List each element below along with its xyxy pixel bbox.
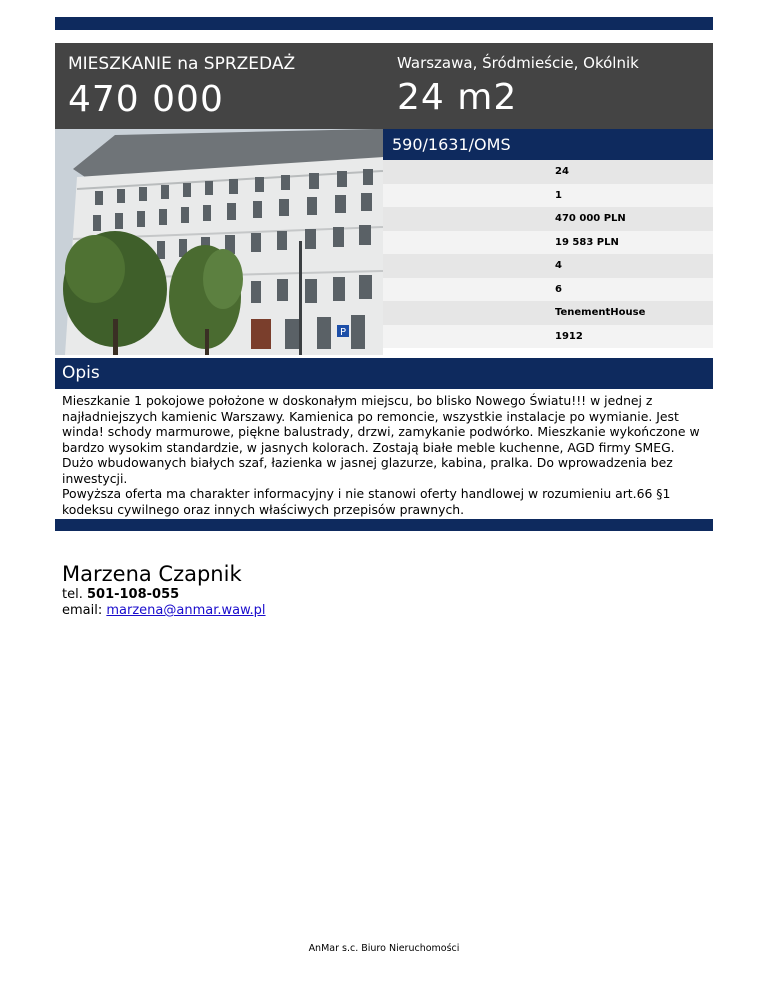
- detail-row: TenementHouse: [383, 301, 713, 325]
- description: [62, 393, 707, 517]
- agent-contact: [62, 561, 266, 619]
- detail-row: 24: [383, 160, 713, 184]
- detail-row: 1912: [383, 325, 713, 349]
- detail-row: 1: [383, 184, 713, 208]
- footer-company: AnMar s.c. Biuro Nieruchomości: [308, 943, 460, 954]
- agent-phone-line: [62, 587, 266, 603]
- agent-phone: 501-108-055: [86, 587, 180, 602]
- detail-row: 19 583 PLN: [383, 231, 713, 255]
- agent-name: Marzena Czapnik: [62, 562, 242, 586]
- building-photo: [55, 129, 383, 355]
- reference-number: 590/1631/OMS: [392, 135, 511, 154]
- description-heading: Opis: [62, 363, 100, 383]
- listing-header: [55, 43, 713, 129]
- top-accent-bar: [55, 17, 713, 30]
- building-photo-icon: [55, 129, 383, 355]
- detail-row: 6: [383, 278, 713, 302]
- listing-location: Warszawa, Śródmieście, Okólnik: [397, 54, 639, 72]
- detail-row: 4: [383, 254, 713, 278]
- agent-email-line: [62, 603, 266, 619]
- listing-area: 24 m2: [397, 77, 518, 118]
- header-left: [68, 53, 295, 121]
- bottom-accent-bar: [55, 519, 713, 531]
- disclaimer-text: Powyższa oferta ma charakter informacyjny i nie stanowi oferty handlowej w rozumieniu art.66 §1 kodeksu cywilnego oraz innych właściwych przepisów prawnych.: [62, 486, 671, 517]
- reference-bar: [383, 129, 713, 160]
- parking-sign: P: [339, 327, 347, 338]
- agent-email-link[interactable]: marzena@anmar.waw.pl: [106, 603, 266, 618]
- listing-type: MIESZKANIE na SPRZEDAŻ: [68, 54, 296, 74]
- listing-price: 470 000: [68, 79, 224, 120]
- details-list: [383, 160, 713, 348]
- detail-row: 470 000 PLN: [383, 207, 713, 231]
- phone-label: tel.: [62, 587, 83, 602]
- email-label: email:: [62, 603, 103, 618]
- header-right: [397, 53, 639, 119]
- description-heading-bar: [55, 358, 713, 389]
- description-text: Mieszkanie 1 pokojowe położone w doskonałym miejscu, bo blisko Nowego Światu!!! w jednej z najładniejszych kamienic Warszawy. Kamienica po remoncie, wszystkie instalacje po wymianie. Jest winda! schody marmurowe, piękne balustrady, drzwi, zamykanie podwórko. Mieszkanie wykończone w bardzo wysokim standardzie, w jasnych kolorach. Zostają białe meble kuchenne, AGD firmy SMEG. Dużo wbudowanych białych szaf, łazienka w jasnej glazurze, kabina, pralka. Do wprowadzenia bez inwestycji.: [62, 393, 700, 486]
